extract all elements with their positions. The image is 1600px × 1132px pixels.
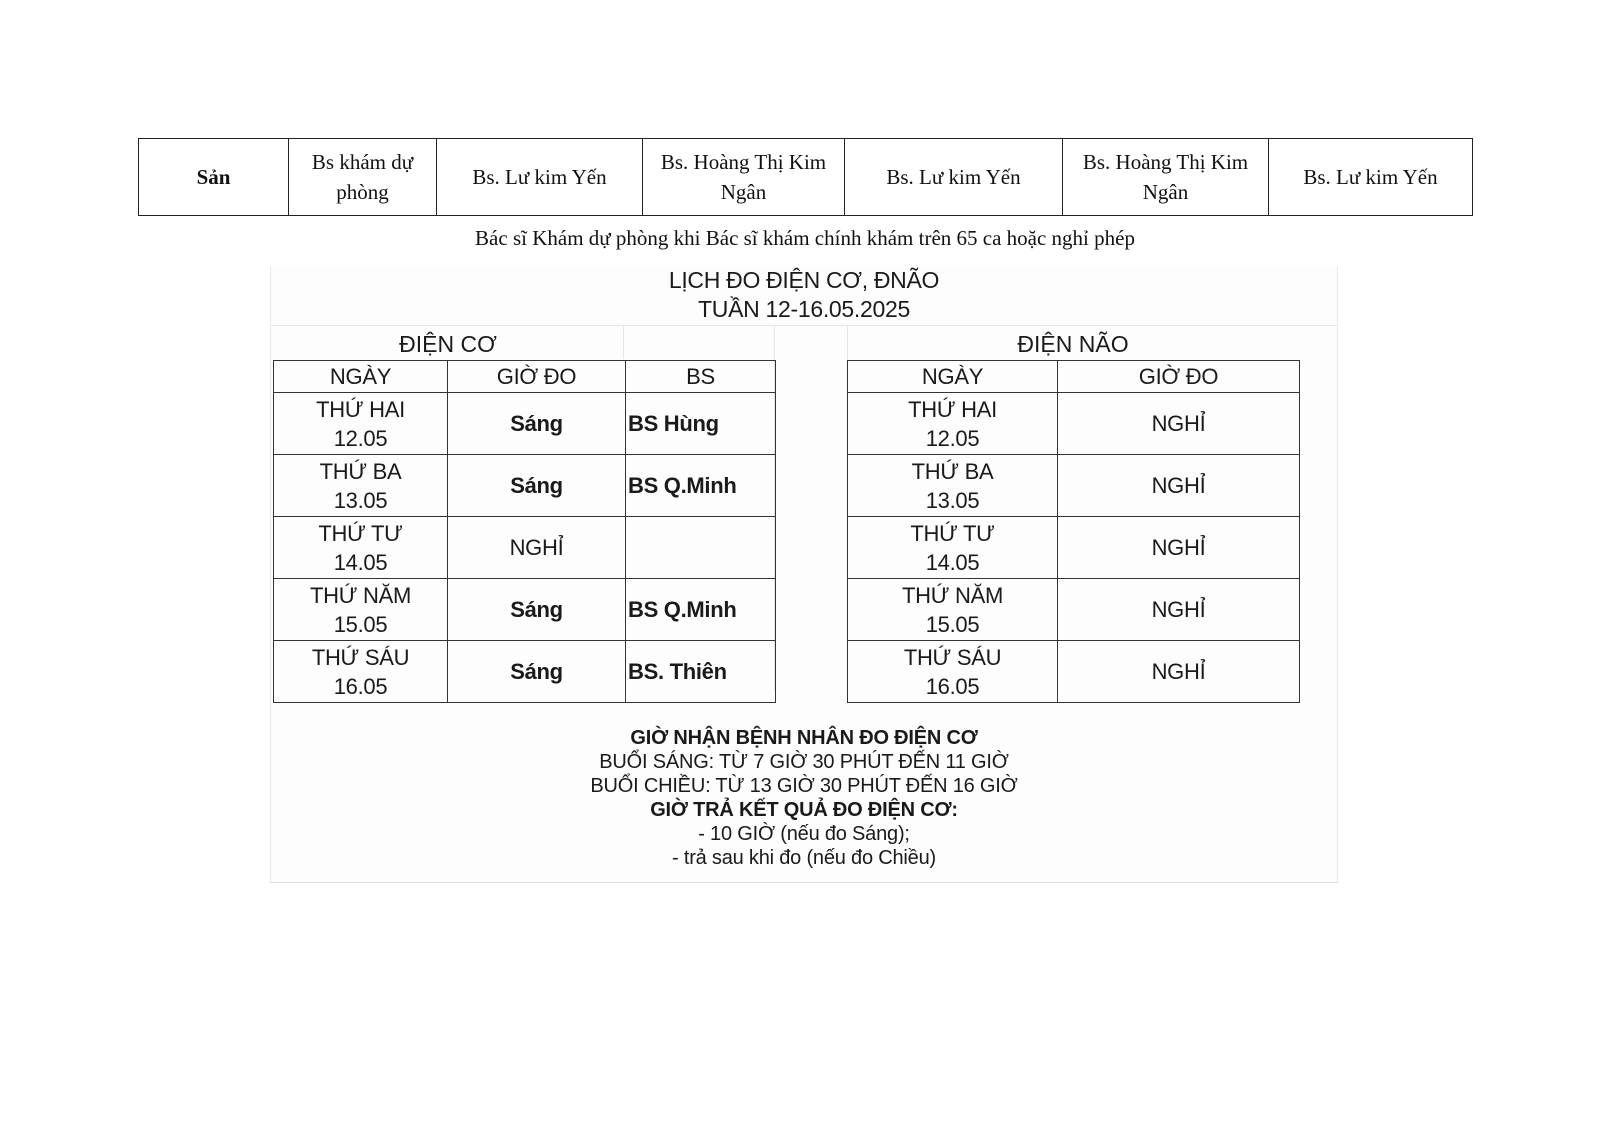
table-row xyxy=(848,393,1300,455)
table-header-row xyxy=(274,361,776,393)
day-cell: THỨ BA 13.05 xyxy=(274,455,448,517)
emg-eeg-schedule-image xyxy=(270,266,1338,883)
doctor-cell: Bs. Lư kim Yến xyxy=(1269,139,1473,216)
table-row xyxy=(274,455,776,517)
result-morning: - 10 GIỜ (nếu đo Sáng); xyxy=(698,823,910,845)
day-cell: THỨ NĂM 15.05 xyxy=(274,579,448,641)
day-cell: THỨ NĂM 15.05 xyxy=(848,579,1058,641)
morning-hours: BUỔI SÁNG: TỪ 7 GIỜ 30 PHÚT ĐẾN 11 GIỜ xyxy=(599,751,1009,773)
table-header-row xyxy=(848,361,1300,393)
doctor-cell xyxy=(626,517,776,579)
table-row xyxy=(848,641,1300,703)
doctor-cell: BS. Thiên xyxy=(626,641,776,703)
eeg-section-title: ĐIỆN NÃO xyxy=(1017,331,1129,357)
doctor-cell: Bs. Lư kim Yến xyxy=(437,139,643,216)
emg-hours-info xyxy=(271,726,1337,870)
column-header: NGÀY xyxy=(274,361,448,393)
afternoon-hours: BUỔI CHIỀU: TỪ 13 GIỜ 30 PHÚT ĐẾN 16 GIỜ xyxy=(590,775,1018,797)
doctor-cell: Bs. Hoàng Thị Kim Ngân xyxy=(643,139,845,216)
doctor-cell: BS Hùng xyxy=(626,393,776,455)
day-cell: THỨ HAI 12.05 xyxy=(274,393,448,455)
emg-table xyxy=(273,360,776,703)
doctor-cell: Bs. Hoàng Thị Kim Ngân xyxy=(1063,139,1269,216)
backup-doctor-cell: Bs khám dự phòng xyxy=(289,139,437,216)
emg-section-title: ĐIỆN CƠ xyxy=(399,331,497,357)
table-row xyxy=(848,517,1300,579)
eeg-table xyxy=(847,360,1300,703)
doctor-cell: Bs. Lư kim Yến xyxy=(845,139,1063,216)
department-cell: Sản xyxy=(139,139,289,216)
table-row xyxy=(274,641,776,703)
backup-doctor-note: Bác sĩ Khám dự phòng khi Bác sĩ khám chính khám trên 65 ca hoặc nghỉ phép xyxy=(475,226,1135,250)
table-row xyxy=(139,139,1473,216)
time-cell: NGHỈ xyxy=(1058,393,1300,455)
column-header: GIỜ ĐO xyxy=(448,361,626,393)
time-cell: Sáng xyxy=(448,579,626,641)
doctor-cell: BS Q.Minh xyxy=(626,455,776,517)
table-row xyxy=(274,579,776,641)
time-cell: NGHỈ xyxy=(1058,455,1300,517)
day-cell: THỨ SÁU 16.05 xyxy=(848,641,1058,703)
column-header: GIỜ ĐO xyxy=(1058,361,1300,393)
time-cell: NGHỈ xyxy=(1058,517,1300,579)
day-cell: THỨ TƯ 14.05 xyxy=(848,517,1058,579)
intake-heading: GIỜ NHẬN BỆNH NHÂN ĐO ĐIỆN CƠ xyxy=(630,727,978,749)
day-cell: THỨ HAI 12.05 xyxy=(848,393,1058,455)
day-cell: THỨ SÁU 16.05 xyxy=(274,641,448,703)
day-cell: THỨ TƯ 14.05 xyxy=(274,517,448,579)
doctor-cell: BS Q.Minh xyxy=(626,579,776,641)
time-cell: Sáng xyxy=(448,455,626,517)
table-row xyxy=(274,393,776,455)
result-afternoon: - trả sau khi đo (nếu đo Chiều) xyxy=(672,847,936,869)
time-cell: NGHỈ xyxy=(448,517,626,579)
table-row xyxy=(274,517,776,579)
table-row xyxy=(848,579,1300,641)
time-cell: NGHỈ xyxy=(1058,579,1300,641)
column-header: NGÀY xyxy=(848,361,1058,393)
exam-schedule-table xyxy=(138,138,1473,216)
result-heading: GIỜ TRẢ KẾT QUẢ ĐO ĐIỆN CƠ: xyxy=(650,799,958,821)
time-cell: NGHỈ xyxy=(1058,641,1300,703)
time-cell: Sáng xyxy=(448,641,626,703)
schedule-week: TUẦN 12-16.05.2025 xyxy=(698,296,910,322)
column-header: BS xyxy=(626,361,776,393)
schedule-title: LỊCH ĐO ĐIỆN CƠ, ĐNÃO xyxy=(668,267,940,293)
time-cell: Sáng xyxy=(448,393,626,455)
day-cell: THỨ BA 13.05 xyxy=(848,455,1058,517)
table-row xyxy=(848,455,1300,517)
